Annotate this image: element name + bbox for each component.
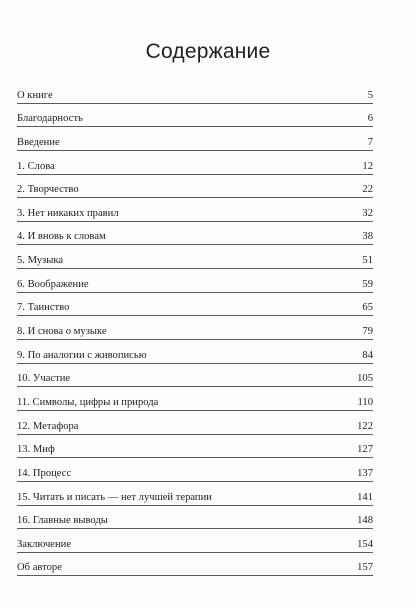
toc-entry-page: 12: [362, 160, 373, 172]
toc-entry: [17, 104, 373, 128]
page-title: Содержание: [145, 40, 271, 63]
toc-entry-label: 4. И вновь к словам: [17, 231, 106, 243]
toc-entry-page: 6: [367, 113, 373, 125]
toc-entry-label: 12. Метафора: [17, 420, 79, 432]
toc-entry-label: 7. Таинство: [17, 302, 70, 314]
toc-entry-page: 7: [367, 136, 373, 148]
toc-entry-page: 110: [357, 396, 373, 408]
toc-entry: [17, 245, 373, 269]
toc-entry-page: 127: [357, 444, 373, 456]
toc-entry: [17, 316, 373, 340]
toc-entry: [17, 269, 373, 293]
toc-entry-label: 16. Главные выводы: [17, 515, 108, 527]
toc-entry-label: 6. Воображение: [17, 278, 89, 290]
toc-entry: [17, 222, 373, 246]
toc-entry-label: Благодарность: [17, 113, 83, 125]
toc-entry-page: 22: [362, 184, 373, 196]
toc-entry: [17, 553, 373, 577]
toc-entry: [17, 175, 373, 199]
toc-entry-page: 137: [357, 467, 373, 479]
toc-entry-label: 15. Читать и писать — нет лучшей терапии: [17, 491, 212, 503]
toc-entry-label: 2. Творчество: [17, 184, 79, 196]
toc-entry: [17, 80, 373, 104]
table-of-contents: [17, 80, 373, 576]
toc-entry-label: 8. И снова о музыке: [17, 326, 107, 338]
toc-entry: [17, 387, 373, 411]
toc-entry-page: 122: [357, 420, 373, 432]
toc-entry-page: 65: [362, 302, 373, 314]
toc-entry: [17, 529, 373, 553]
toc-entry-page: 157: [357, 562, 373, 574]
toc-entry-page: 32: [362, 207, 373, 219]
toc-entry-page: 105: [357, 373, 373, 385]
toc-entry: [17, 506, 373, 530]
toc-entry-label: 9. По аналогии с живописью: [17, 349, 147, 361]
toc-entry-label: Введение: [17, 136, 60, 148]
toc-entry-label: Заключение: [17, 538, 72, 550]
toc-entry-label: 3. Нет никаких правил: [17, 207, 119, 219]
toc-entry-label: 14. Процесс: [17, 467, 72, 479]
toc-entry-page: 141: [357, 491, 373, 503]
toc-entry-page: 84: [362, 349, 373, 361]
toc-entry-label: 1. Слова: [17, 160, 55, 172]
toc-entry-label: Об авторе: [17, 562, 62, 574]
toc-entry-label: 10. Участие: [17, 373, 71, 385]
toc-entry-label: О книге: [17, 89, 53, 101]
toc-entry: [17, 435, 373, 459]
toc-entry: [17, 340, 373, 364]
toc-entry-page: 148: [357, 515, 373, 527]
toc-entry-label: 11. Символы, цифры и природа: [17, 396, 159, 408]
toc-entry-page: 154: [357, 538, 373, 550]
toc-entry-label: 13. Миф: [17, 444, 55, 456]
toc-entry: [17, 127, 373, 151]
toc-entry: [17, 411, 373, 435]
toc-entry-page: 5: [367, 89, 373, 101]
toc-entry-page: 79: [362, 326, 373, 338]
toc-entry-page: 59: [362, 278, 373, 290]
toc-entry-label: 5. Музыка: [17, 255, 64, 267]
toc-entry-page: 51: [362, 255, 373, 267]
toc-entry: [17, 364, 373, 388]
toc-entry: [17, 198, 373, 222]
toc-entry: [17, 482, 373, 506]
toc-entry: [17, 293, 373, 317]
toc-entry-page: 38: [362, 231, 373, 243]
toc-entry: [17, 458, 373, 482]
toc-entry: [17, 151, 373, 175]
